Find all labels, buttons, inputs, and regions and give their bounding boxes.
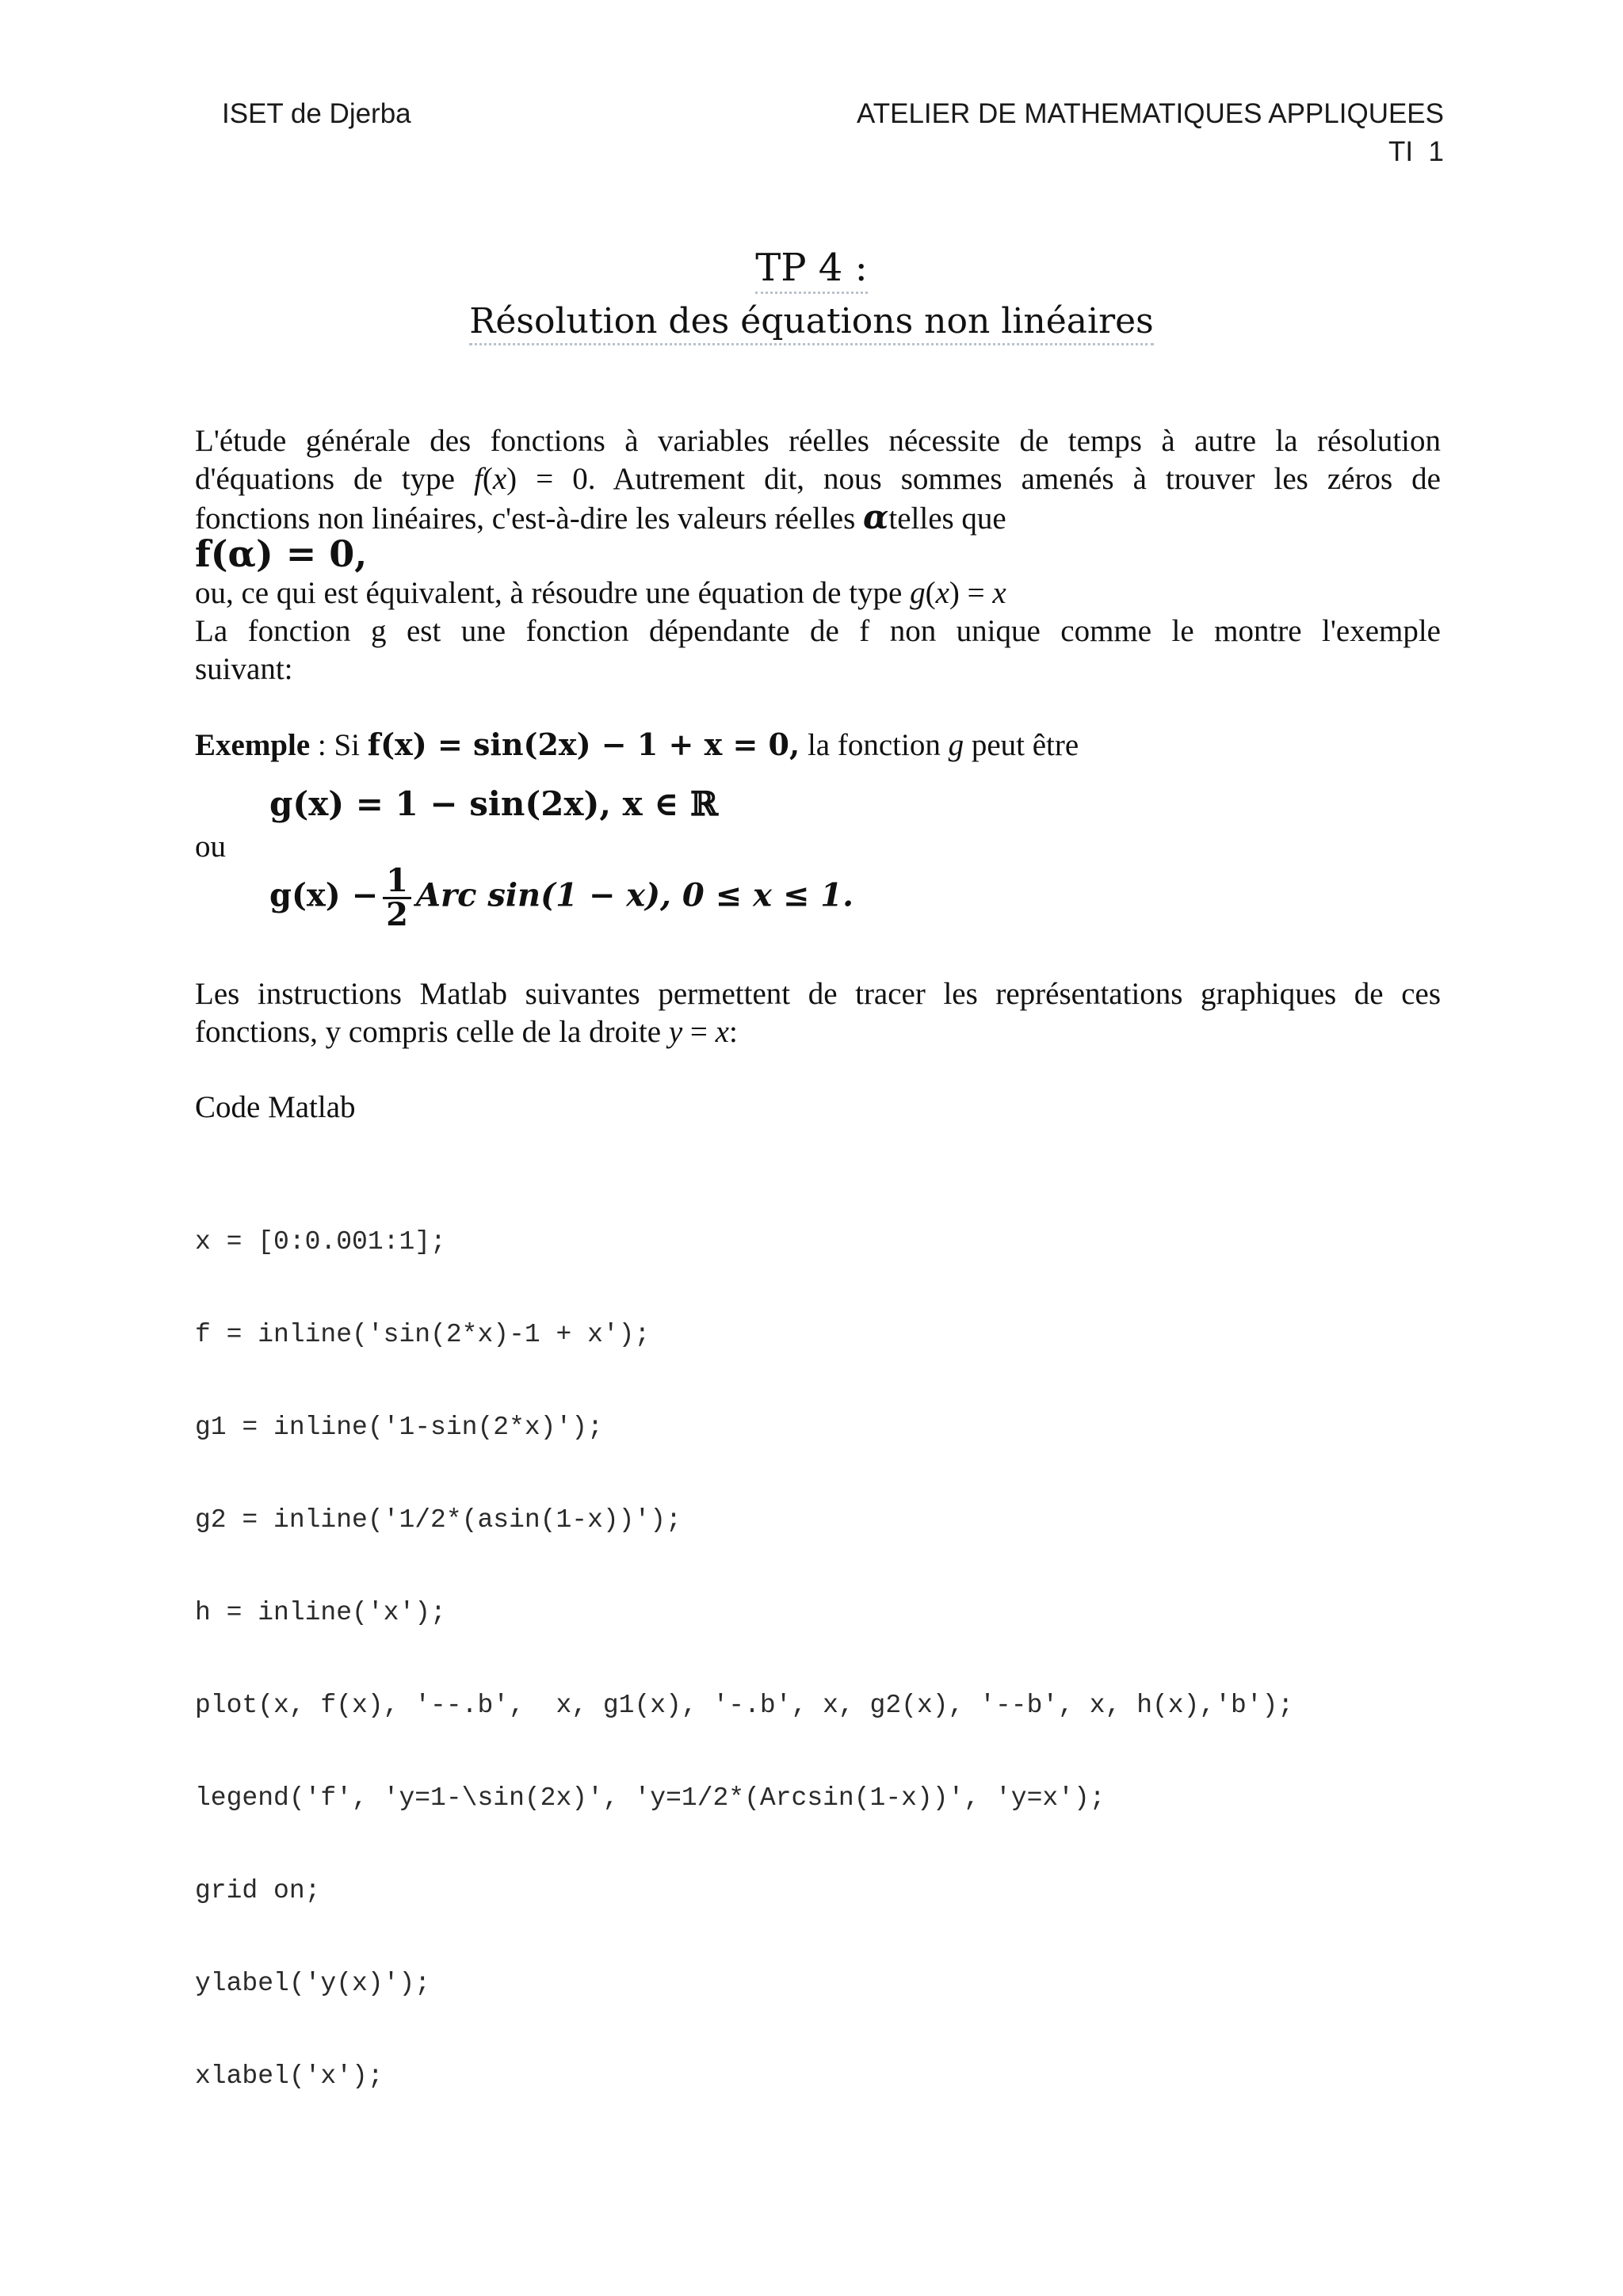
code-line: ylabel('y(x)'); — [195, 1969, 431, 1998]
example-label: Exemple — [195, 728, 311, 762]
alpha-symbol: α — [863, 498, 889, 536]
intro-line-5: La fonction g est une fonction dépendante de f non unique comme le montre l'exemple — [195, 614, 1441, 648]
intro-line-1: L'étude générale des fonctions à variables réelles nécessite de temps à autre la résolution — [195, 424, 1441, 458]
code-line: plot(x, f(x), '--.b', x, g1(x), '-.b', x, g2(x), '--b', x, h(x),'b'); — [195, 1691, 1294, 1720]
fraction-one-half: $\frac{1}{2}$ — [383, 865, 411, 931]
code-line: f = inline('sin(2*x)-1 + x'); — [195, 1320, 651, 1349]
page-subtitle: Résolution des équations non linéaires — [0, 301, 1623, 341]
intro-line-4: ou, ce qui est équivalent, à résoudre une équation de type g(x) = x — [195, 576, 1006, 610]
code-line: g2 = inline('1/2*(asin(1-x))'); — [195, 1505, 682, 1535]
code-heading: Code Matlab — [195, 1090, 356, 1124]
code-line: g1 = inline('1-sin(2*x)'); — [195, 1413, 603, 1442]
code-line: h = inline('x'); — [195, 1598, 446, 1627]
page-title: TP 4 : — [0, 246, 1623, 290]
example-or: ou — [195, 830, 226, 864]
example-line: Exemple : Si f(x) = sin(2x) − 1 + x = 0, la fonction g peut être — [195, 727, 1079, 762]
equation-g1: g(x) = 1 − sin(2x), x ∈ ℝ — [269, 784, 718, 823]
code-line: xlabel('x'); — [195, 2061, 384, 2091]
code-line: legend('f', 'y=1-\sin(2x)', 'y=1/2*(Arcsin(1-x))', 'y=x'); — [195, 1783, 1106, 1813]
equation-f: f(x) = sin(2x) − 1 + x = 0, — [367, 727, 800, 762]
header-course-title: ATELIER DE MATHEMATIQUES APPLIQUEES — [857, 98, 1444, 129]
matlab-intro-line-2: fonctions, y compris celle de la droite y = x: — [195, 1015, 738, 1049]
code-line: grid on; — [195, 1876, 321, 1905]
code-line: x = [0:0.001:1]; — [195, 1227, 446, 1257]
equation-g2: g(x) − $\frac{1}{2}$ Arc sin(1 − x), 0 ≤ x ≤ 1. — [269, 862, 854, 933]
matlab-code-block — [195, 1165, 1293, 2122]
intro-line-3: fonctions non linéaires, c'est-à-dire les valeurs réelles αtelles que — [195, 498, 1006, 536]
intro-line-2: d'équations de type f(x) = 0. Autrement dit, nous sommes amenés à trouver les zéros de — [195, 462, 1441, 496]
header-class: TI 1 — [1388, 136, 1444, 167]
equation-f-alpha: f(α) = 0, — [195, 532, 368, 575]
matlab-intro-line-1: Les instructions Matlab suivantes permettent de tracer les représentations graphiques de ces — [195, 977, 1441, 1011]
intro-line-6: suivant: — [195, 652, 293, 686]
header-institution: ISET de Djerba — [222, 98, 411, 129]
